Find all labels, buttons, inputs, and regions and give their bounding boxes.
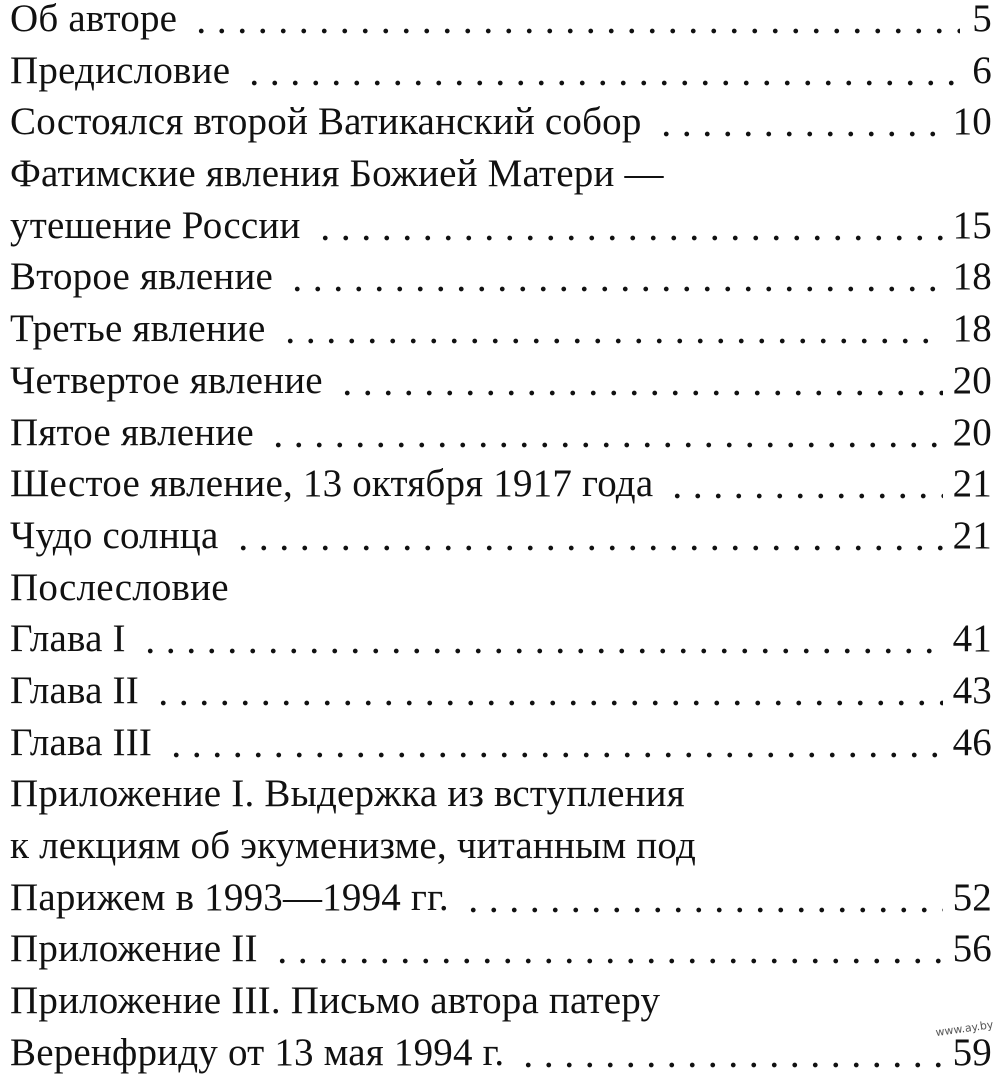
toc-entry [10, 1020, 992, 1072]
dot-leader [280, 336, 943, 346]
dot-leader [140, 646, 943, 656]
toc-entry-title: Об авторе [10, 0, 178, 40]
toc-entry-page: 20 [952, 410, 992, 454]
toc-entry-title: Состоялся второй Ватиканский собор [10, 100, 642, 144]
toc-entry-title: Парижем в 1993—1994 гг. [10, 875, 449, 919]
toc-entry-page: 18 [952, 307, 992, 351]
dot-leader [233, 543, 943, 553]
toc-entry-title: Шестое явление, 13 октября 1917 года [10, 462, 654, 506]
toc-entry-title: Чудо солнца [10, 513, 219, 557]
dot-leader [191, 26, 960, 36]
dot-leader [656, 129, 943, 139]
toc-entry-page: 10 [952, 100, 992, 144]
toc-entry-title: Третье явление [10, 307, 266, 351]
toc-entry [10, 865, 992, 917]
dot-leader [337, 388, 943, 398]
toc-entry-page: 43 [952, 668, 992, 712]
dot-leader [287, 284, 943, 294]
watermark: www.ay.by [934, 1018, 994, 1040]
toc-entry-title: Второе явление [10, 255, 274, 299]
toc-entry [10, 658, 992, 710]
toc-entry [10, 193, 992, 245]
toc-entry-title: Глава III [10, 720, 153, 764]
toc-entry-title: Глава I [10, 617, 126, 661]
toc-entry [10, 0, 992, 38]
toc-entry [10, 348, 992, 400]
toc-entry [10, 503, 992, 555]
toc-entry [10, 400, 992, 452]
toc-entry [10, 245, 992, 297]
toc-entry-title: Приложение II [10, 927, 258, 971]
toc-entry-page: 6 [972, 48, 992, 92]
toc-entry [10, 296, 992, 351]
toc-entry [10, 38, 992, 90]
toc-entry-page: 59 [952, 1030, 992, 1074]
toc-entry-page: 21 [952, 513, 992, 557]
toc-entry-page: 5 [972, 0, 992, 40]
toc-entry-page: 20 [952, 358, 992, 402]
toc-entry-title: утешение России [10, 203, 301, 247]
toc-entry-page: 52 [952, 875, 992, 919]
dot-leader [667, 491, 942, 501]
toc-entry-title: Фатимские явления Божией Матери — [10, 152, 664, 196]
toc-entry-page: 15 [952, 203, 992, 247]
toc-entry [10, 141, 992, 196]
toc-entry-title: Предисловие [10, 48, 231, 92]
table-of-contents [10, 0, 992, 1072]
toc-entry-title: Четвертое явление [10, 358, 323, 402]
toc-entry-page: 41 [952, 617, 992, 661]
dot-leader [272, 956, 943, 966]
toc-entry-page: 21 [952, 462, 992, 506]
toc-entry [10, 762, 992, 814]
toc-entry [10, 607, 992, 659]
dot-leader [518, 1060, 942, 1070]
toc-entry [10, 90, 992, 142]
toc-entry-title: Приложение I. Выдержка из вступления [10, 772, 685, 816]
dot-leader [244, 78, 960, 88]
toc-entry-title: Веренфриду от 13 мая 1994 г. [10, 1030, 505, 1074]
toc-entry [10, 710, 992, 762]
toc-entry-page: 46 [952, 720, 992, 764]
toc-entry [10, 452, 992, 504]
toc-entry [10, 968, 992, 1023]
dot-leader [166, 750, 942, 760]
toc-entry-page: 56 [952, 927, 992, 971]
dot-leader [268, 440, 943, 450]
toc-entry [10, 917, 992, 969]
toc-entry-page: 18 [952, 255, 992, 299]
dot-leader [153, 698, 943, 708]
toc-entry-title: к лекциям об экуменизме, читанным под [10, 824, 696, 867]
toc-entry-title: Глава II [10, 668, 139, 712]
toc-entry [10, 555, 992, 607]
toc-entry [10, 813, 992, 865]
toc-entry-title: Приложение III. Письмо автора патеру [10, 979, 661, 1023]
dot-leader [463, 905, 943, 915]
dot-leader [315, 233, 943, 243]
toc-entry-title: Послесловие [10, 565, 229, 609]
toc-entry-title: Пятое явление [10, 410, 254, 454]
